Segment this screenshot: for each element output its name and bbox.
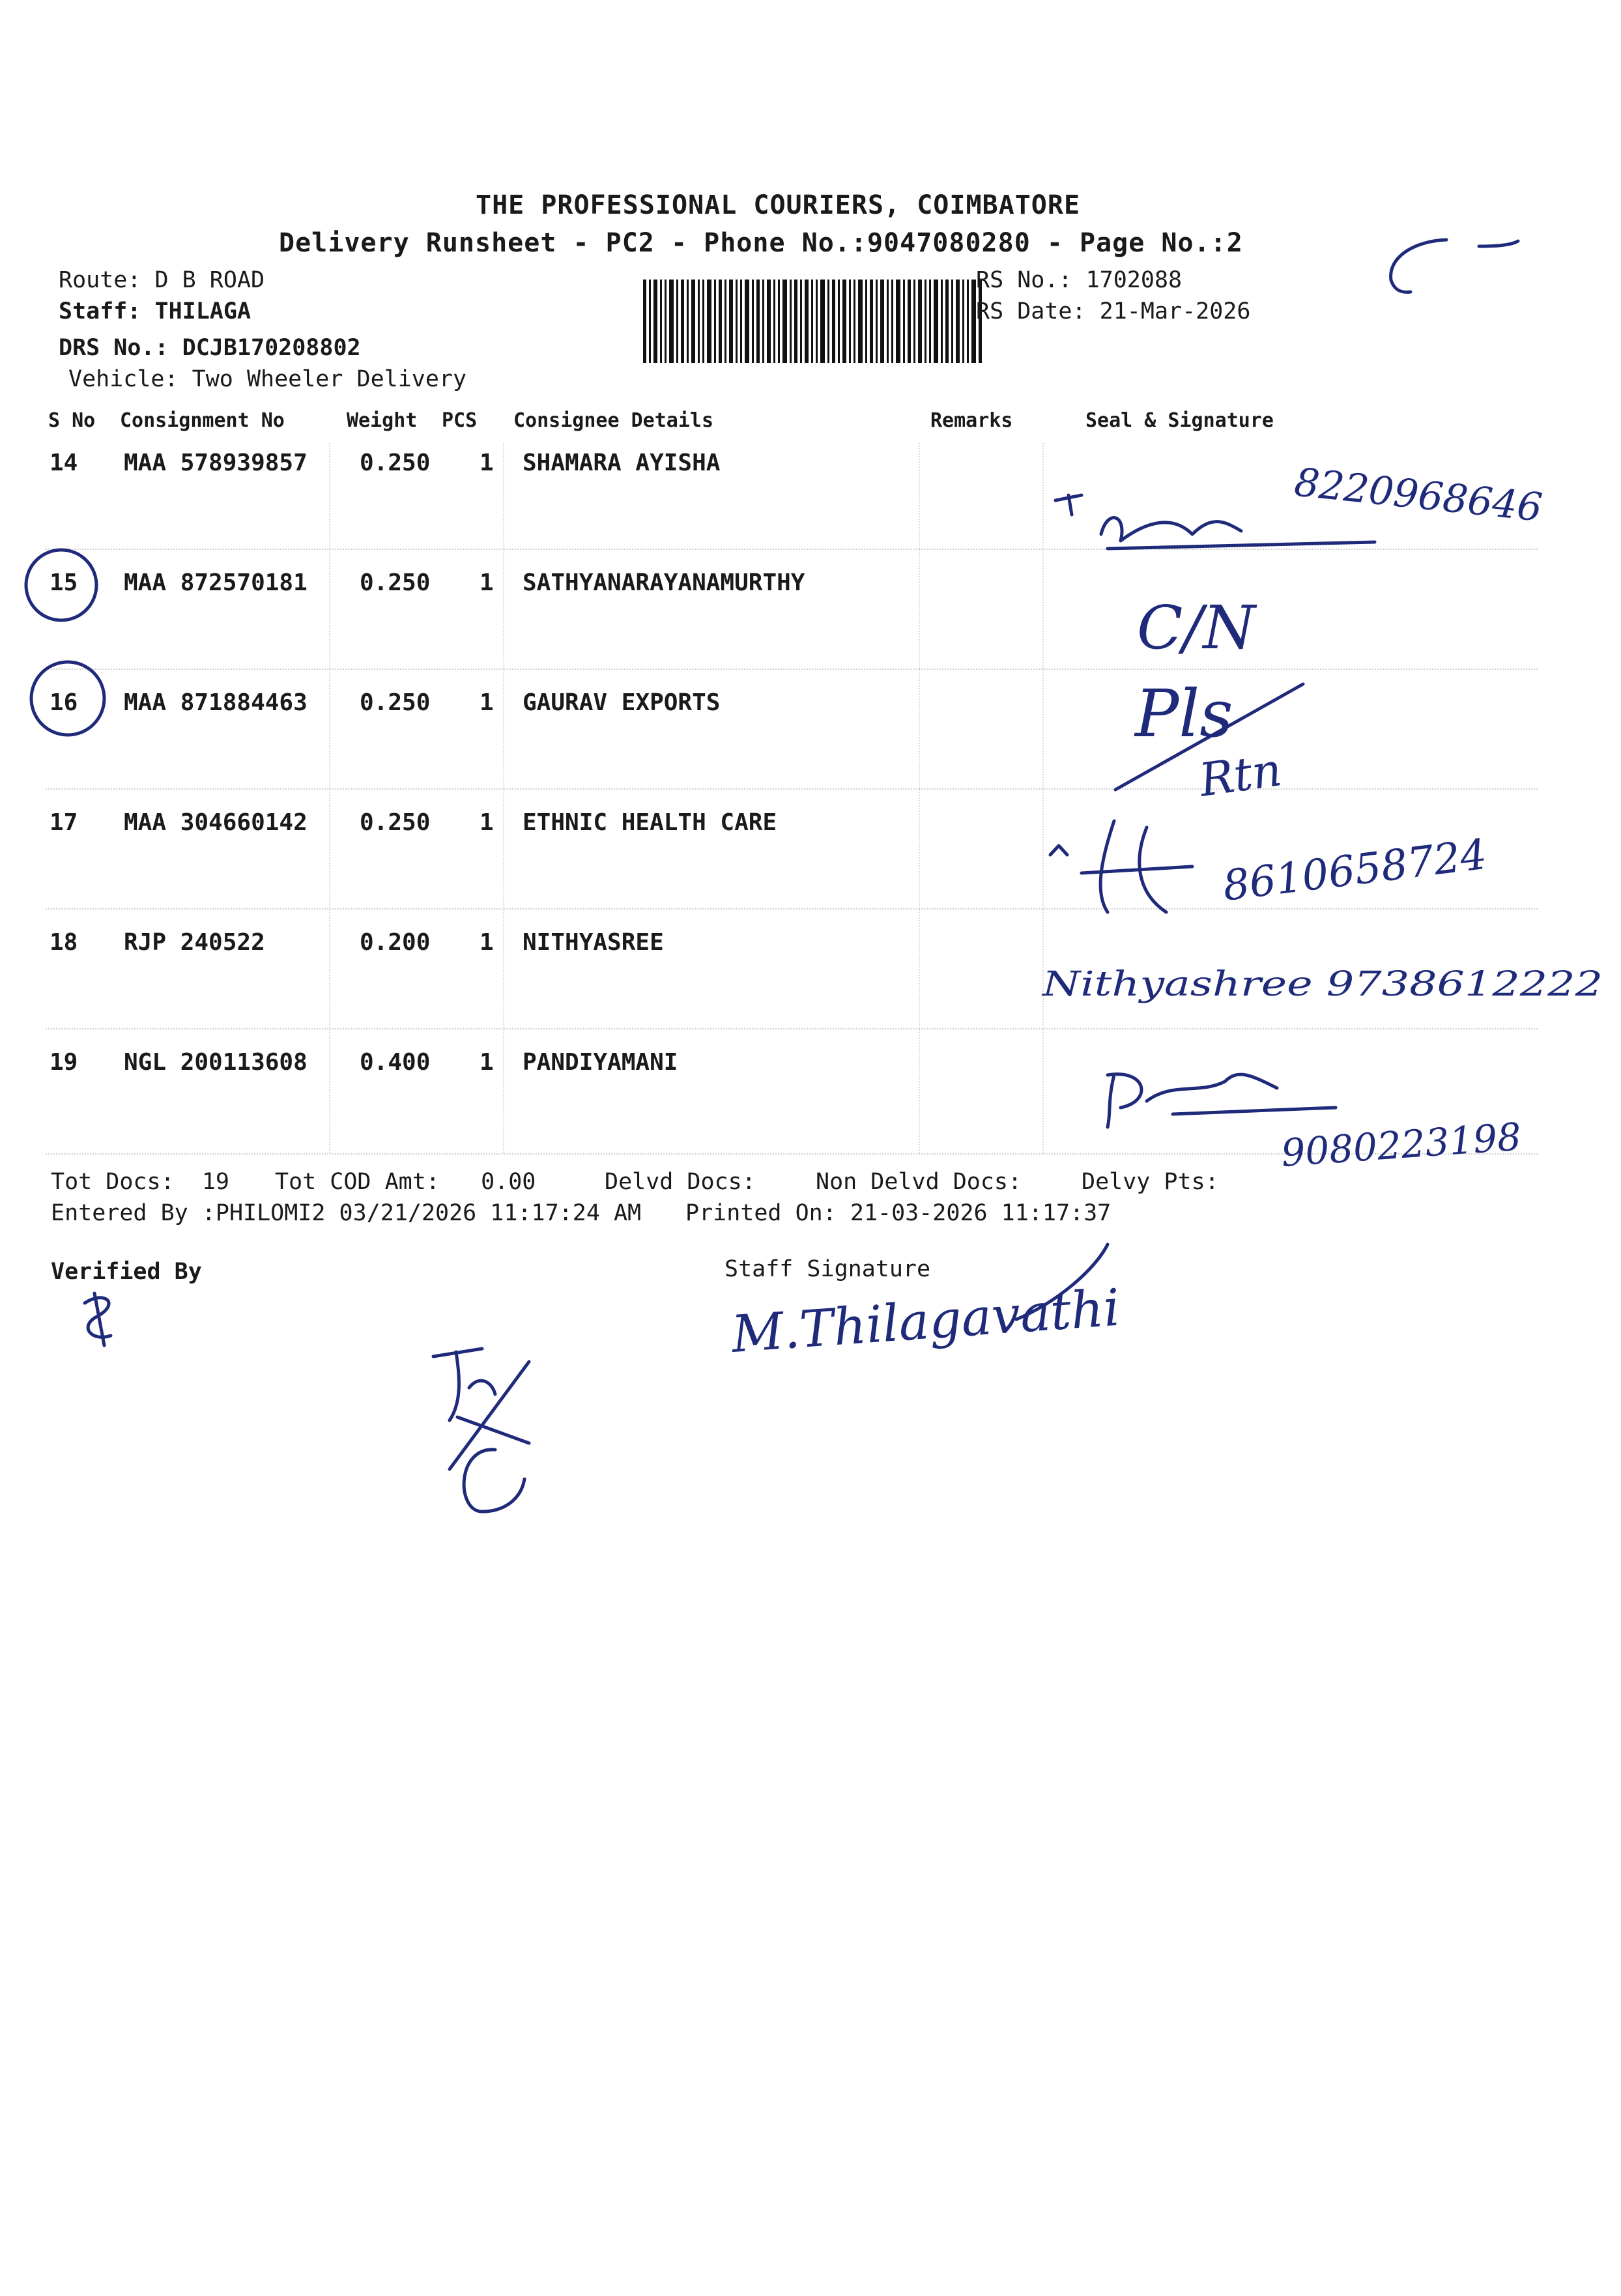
row-consignment: MAA 871884463 [124, 689, 308, 716]
row14-phone: 8220968646 [1292, 459, 1545, 531]
row-pcs: 1 [480, 450, 494, 476]
row-consignment: NGL 200113608 [124, 1049, 308, 1076]
staff-label: Staff: [59, 298, 141, 324]
col-pcs: PCS [442, 409, 478, 432]
corner-mark [1391, 240, 1518, 292]
row-weight: 0.250 [360, 689, 431, 716]
row-pcs: 1 [480, 809, 494, 836]
row-weight: 0.200 [360, 929, 431, 956]
row-consignment: MAA 304660142 [124, 809, 308, 836]
route-label: Route: [59, 267, 141, 293]
rs-no-value: 1702088 [1085, 267, 1183, 293]
drs-value: DCJB170208802 [182, 335, 361, 361]
col-sno: S No [48, 409, 96, 432]
col-consignee: Consignee Details [513, 409, 714, 432]
row17-sign [1082, 821, 1192, 912]
row-consignee: SHAMARA AYISHA [523, 450, 721, 476]
company-title: THE PROFESSIONAL COURIERS, COIMBATORE [476, 190, 1081, 220]
row19-phone: 9080223198 [1280, 1114, 1523, 1175]
tot-docs-label: Tot Docs: [51, 1169, 175, 1195]
runsheet-subtitle: Delivery Runsheet - PC2 - Phone No.:9047080280 - Page No.:2 [279, 228, 1243, 258]
verified-scribble [85, 1293, 111, 1345]
vehicle-value: Two Wheeler Delivery [192, 366, 467, 392]
row-sno: 19 [50, 1049, 78, 1076]
row-weight: 0.400 [360, 1049, 431, 1076]
row-weight: 0.250 [360, 450, 431, 476]
printed-on-label: Printed On: [685, 1200, 837, 1226]
row-pcs: 1 [480, 1049, 494, 1076]
rs-date-label: RS Date: [976, 298, 1086, 324]
row-consignment: MAA 578939857 [124, 450, 308, 476]
row-sno: 18 [50, 929, 78, 956]
col-remarks: Remarks [930, 409, 1013, 432]
row14-initials [1055, 495, 1241, 541]
row16-circle [31, 662, 104, 735]
row-consignment: RJP 240522 [124, 929, 265, 956]
col-weight: Weight [347, 409, 418, 432]
col-consignment: Consignment No [120, 409, 285, 432]
verified-by-label: Verified By [51, 1259, 202, 1285]
row17-phone: 8610658724 [1220, 830, 1490, 911]
vehicle-label: Vehicle: [68, 366, 179, 392]
rs-no-label: RS No.: [976, 267, 1072, 293]
entered-by-value: PHILOMI2 03/21/2026 11:17:24 AM [215, 1200, 642, 1226]
row15-circle [26, 550, 96, 620]
tot-cod-value: 0.00 [481, 1169, 536, 1195]
rs-date-value: 21-Mar-2026 [1099, 298, 1251, 324]
row17-caret [1050, 846, 1067, 855]
row-consignee: GAURAV EXPORTS [523, 689, 721, 716]
row-weight: 0.250 [360, 809, 431, 836]
staff-signature: M.Thilagavathi [730, 1278, 1122, 1364]
staff-value: THILAGA [154, 298, 251, 324]
non-delvd-docs-label: Non Delvd Docs: [816, 1169, 1022, 1195]
row-consignee: NITHYASREE [523, 929, 664, 956]
delvy-pts-label: Delvy Pts: [1082, 1169, 1219, 1195]
row-pcs: 1 [480, 569, 494, 596]
delvd-docs-label: Delvd Docs: [605, 1169, 756, 1195]
row-sno: 16 [50, 689, 78, 716]
drs-label: DRS No.: [59, 335, 169, 361]
row-sno: 15 [50, 569, 78, 596]
initials-signature [433, 1349, 529, 1512]
row-consignment: MAA 872570181 [124, 569, 308, 596]
tot-docs-value: 19 [201, 1169, 229, 1195]
row-consignee: PANDIYAMANI [523, 1049, 678, 1076]
printed-on-value: 21-03-2026 11:17:37 [850, 1200, 1112, 1226]
row16-note1: Pls [1135, 676, 1233, 752]
row16-note2: Rtn [1196, 743, 1285, 807]
row19-sign [1108, 1074, 1336, 1127]
route-value: D B ROAD [154, 267, 265, 293]
row18-note: Nithyashree 9738612222 [1040, 965, 1603, 1004]
tot-cod-label: Tot COD Amt: [275, 1169, 440, 1195]
row-consignee: SATHYANARAYANAMURTHY [523, 569, 805, 596]
row-sno: 14 [50, 450, 78, 476]
col-seal-signature: Seal & Signature [1085, 409, 1274, 432]
row14-underline [1108, 542, 1375, 549]
row-pcs: 1 [480, 689, 494, 716]
row-weight: 0.250 [360, 569, 431, 596]
row-pcs: 1 [480, 929, 494, 956]
row15-note: C/N [1137, 593, 1255, 663]
row-sno: 17 [50, 809, 78, 836]
row-consignee: ETHNIC HEALTH CARE [523, 809, 777, 836]
staff-signature-label: Staff Signature [724, 1256, 931, 1282]
entered-by-label: Entered By : [51, 1200, 216, 1226]
